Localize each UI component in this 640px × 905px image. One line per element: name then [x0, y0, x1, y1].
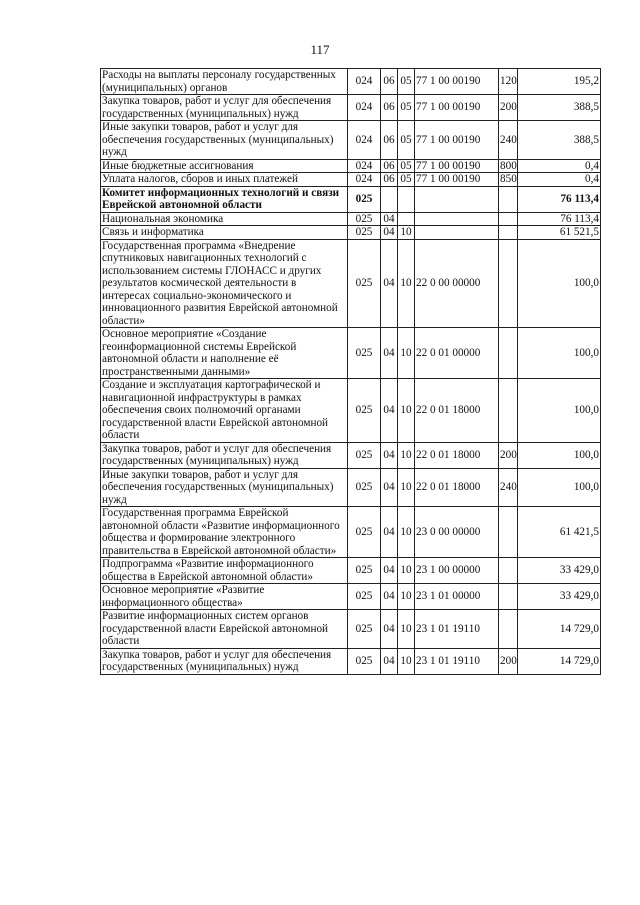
cell-expense-type-code: 200 [499, 95, 518, 121]
cell-section-code: 06 [381, 69, 398, 95]
cell-target-item-code: 77 1 00 00190 [415, 173, 499, 187]
cell-amount: 61 521,5 [518, 226, 601, 240]
cell-department-code: 025 [348, 379, 381, 443]
table-row [101, 584, 601, 610]
cell-amount: 61 421,5 [518, 507, 601, 558]
cell-section-code: 04 [381, 468, 398, 507]
cell-section-code: 04 [381, 610, 398, 649]
cell-expense-type-code [499, 558, 518, 584]
cell-expense-type-code [499, 212, 518, 226]
cell-name: Закупка товаров, работ и услуг для обеспечения государственных (муниципальных) нужд [101, 648, 348, 674]
cell-subsection-code: 10 [398, 226, 415, 240]
cell-section-code: 06 [381, 95, 398, 121]
cell-target-item-code: 22 0 01 00000 [415, 328, 499, 379]
cell-target-item-code [415, 226, 499, 240]
cell-subsection-code: 05 [398, 69, 415, 95]
table-row [101, 226, 601, 240]
cell-target-item-code: 22 0 01 18000 [415, 379, 499, 443]
table-row [101, 610, 601, 649]
cell-expense-type-code: 240 [499, 468, 518, 507]
cell-amount: 0,4 [518, 173, 601, 187]
table-row [101, 239, 601, 328]
cell-amount: 76 113,4 [518, 186, 601, 212]
cell-department-code: 025 [348, 226, 381, 240]
cell-subsection-code: 10 [398, 442, 415, 468]
cell-name: Основное мероприятие «Создание геоинформационной системы Еврейской автономной области и наполнение её пространственными данными» [101, 328, 348, 379]
cell-section-code: 04 [381, 212, 398, 226]
cell-section-code: 04 [381, 584, 398, 610]
cell-expense-type-code: 800 [500, 159, 517, 172]
cell-department-code: 025 [348, 610, 381, 649]
cell-name: Иные закупки товаров, работ и услуг для обеспечения государственных (муниципальных) нужд [101, 121, 348, 160]
cell-expense-type-code [499, 226, 518, 240]
cell-department-code: 024 [348, 173, 381, 187]
cell-expense-type-code [499, 239, 518, 328]
page-number: 117 [310, 42, 330, 57]
cell-department-code: 024 [348, 121, 381, 160]
cell-expense-type-code: 850 [500, 173, 517, 185]
cell-section-code [381, 186, 398, 212]
cell-name: Закупка товаров, работ и услуг для обеспечения государственных (муниципальных) нужд [101, 442, 348, 468]
cell-section-code: 04 [381, 379, 398, 443]
cell-amount: 388,5 [518, 95, 601, 121]
table-row [101, 69, 601, 95]
table-row [101, 95, 601, 121]
cell-subsection-code: 10 [398, 610, 415, 649]
cell-section-code: 04 [381, 239, 398, 328]
cell-name: Государственная программа «Внедрение спутниковых навигационных технологий с использованием системы ГЛОНАСС и других результатов космической деятельности в интересах социально-экономического и инновационного развития Еврейской автономной области» [101, 239, 348, 328]
cell-department-code: 025 [348, 648, 381, 674]
table-row [101, 648, 601, 674]
cell-subsection-code: 05 [398, 95, 415, 121]
cell-expense-type-code: 240 [499, 121, 518, 160]
cell-department-code: 025 [348, 507, 381, 558]
cell-section-code: 04 [381, 507, 398, 558]
cell-department-code: 025 [348, 584, 381, 610]
cell-target-item-code: 23 1 01 19110 [415, 648, 499, 674]
cell-department-code: 025 [348, 468, 381, 507]
cell-section-code: 04 [381, 442, 398, 468]
cell-subsection-code: 10 [398, 584, 415, 610]
cell-section-code: 06 [381, 173, 398, 187]
cell-name: Национальная экономика [101, 212, 348, 226]
cell-amount: 100,0 [518, 328, 601, 379]
cell-section-code: 06 [381, 121, 398, 160]
cell-department-code: 024 [348, 95, 381, 121]
cell-department-code: 025 [348, 212, 381, 226]
cell-section-code: 04 [381, 328, 398, 379]
table-row [101, 379, 601, 443]
cell-subsection-code [398, 186, 415, 212]
cell-section-code: 04 [381, 648, 398, 674]
cell-target-item-code: 77 1 00 00190 [415, 159, 499, 173]
cell-subsection-code: 10 [398, 648, 415, 674]
budget-table [100, 68, 601, 675]
cell-target-item-code: 22 0 01 18000 [415, 468, 499, 507]
cell-subsection-code: 10 [398, 239, 415, 328]
table-row [101, 159, 601, 173]
cell-amount: 100,0 [518, 379, 601, 443]
cell-expense-type-code: 200 [499, 442, 518, 468]
cell-section-code: 06 [381, 159, 398, 173]
cell-name: Закупка товаров, работ и услуг для обеспечения государственных (муниципальных) нужд [101, 95, 348, 121]
cell-target-item-code [415, 212, 499, 226]
cell-amount: 388,5 [518, 121, 601, 160]
cell-expense-type-code [499, 186, 518, 212]
cell-department-code: 025 [348, 442, 381, 468]
cell-department-code: 025 [348, 328, 381, 379]
cell-amount: 100,0 [518, 468, 601, 507]
cell-section-code: 04 [381, 558, 398, 584]
cell-target-item-code: 23 1 00 00000 [415, 558, 499, 584]
cell-target-item-code: 22 0 01 18000 [415, 442, 499, 468]
cell-name: Иные бюджетные ассигнования [101, 159, 348, 173]
cell-department-code: 025 [348, 558, 381, 584]
cell-target-item-code: 22 0 00 00000 [415, 239, 499, 328]
cell-amount: 14 729,0 [518, 610, 601, 649]
table-row [101, 442, 601, 468]
cell-name: Основное мероприятие «Развитие информационного общества» [101, 584, 348, 610]
cell-subsection-code [398, 212, 415, 226]
cell-name: Государственная программа Еврейской автономной области «Развитие информационного общества и формирование электронного правительства в Еврейской автономной области» [101, 507, 348, 558]
table-row [101, 328, 601, 379]
table-row [101, 558, 601, 584]
cell-target-item-code: 77 1 00 00190 [415, 69, 499, 95]
table-row [101, 468, 601, 507]
cell-expense-type-code [499, 507, 518, 558]
cell-subsection-code: 10 [398, 507, 415, 558]
table-row [101, 121, 601, 160]
cell-subsection-code: 05 [398, 159, 415, 173]
cell-name: Комитет информационных технологий и связи Еврейской автономной области [101, 186, 348, 212]
table-row [101, 173, 601, 187]
cell-amount: 100,0 [518, 239, 601, 328]
cell-target-item-code [415, 186, 499, 212]
table-row [101, 186, 601, 212]
cell-expense-type-code [499, 328, 518, 379]
cell-name: Создание и эксплуатация картографической и навигационной инфраструктуры в рамках обеспечения своих полномочий органами государственной власти Еврейской автономной области [101, 379, 348, 443]
cell-name: Подпрограмма «Развитие информационного общества в Еврейской автономной области» [101, 558, 348, 584]
cell-expense-type-code [499, 379, 518, 443]
cell-expense-type-code [499, 610, 518, 649]
cell-expense-type-code: 200 [499, 648, 518, 674]
cell-subsection-code: 10 [398, 558, 415, 584]
cell-name: Уплата налогов, сборов и иных платежей [101, 173, 348, 187]
cell-amount: 33 429,0 [518, 558, 601, 584]
cell-name: Расходы на выплаты персоналу государственных (муниципальных) органов [101, 69, 348, 95]
cell-amount: 0,4 [518, 159, 601, 173]
cell-amount: 100,0 [518, 442, 601, 468]
table-row [101, 507, 601, 558]
cell-amount: 14 729,0 [518, 648, 601, 674]
cell-target-item-code: 23 1 01 19110 [415, 610, 499, 649]
cell-amount: 195,2 [518, 69, 601, 95]
cell-department-code: 025 [348, 239, 381, 328]
cell-target-item-code: 77 1 00 00190 [415, 121, 499, 160]
cell-name: Иные закупки товаров, работ и услуг для обеспечения государственных (муниципальных) нужд [101, 468, 348, 507]
cell-target-item-code: 23 0 00 00000 [415, 507, 499, 558]
cell-subsection-code: 05 [398, 121, 415, 160]
cell-subsection-code: 10 [398, 379, 415, 443]
cell-target-item-code: 77 1 00 00190 [415, 95, 499, 121]
cell-expense-type-code [499, 584, 518, 610]
cell-department-code: 025 [348, 186, 381, 212]
cell-name: Связь и информатика [101, 226, 348, 240]
cell-department-code: 024 [348, 69, 381, 95]
cell-amount: 76 113,4 [518, 212, 601, 226]
cell-target-item-code: 23 1 01 00000 [415, 584, 499, 610]
table-row [101, 212, 601, 226]
cell-department-code: 024 [348, 159, 381, 173]
cell-subsection-code: 10 [398, 328, 415, 379]
cell-section-code: 04 [381, 226, 398, 240]
cell-amount: 33 429,0 [518, 584, 601, 610]
cell-subsection-code: 05 [398, 173, 415, 187]
cell-name: Развитие информационных систем органов государственной власти Еврейской автономной области [101, 610, 348, 649]
cell-expense-type-code: 120 [499, 69, 518, 95]
table-body [101, 69, 601, 675]
cell-subsection-code: 10 [398, 468, 415, 507]
